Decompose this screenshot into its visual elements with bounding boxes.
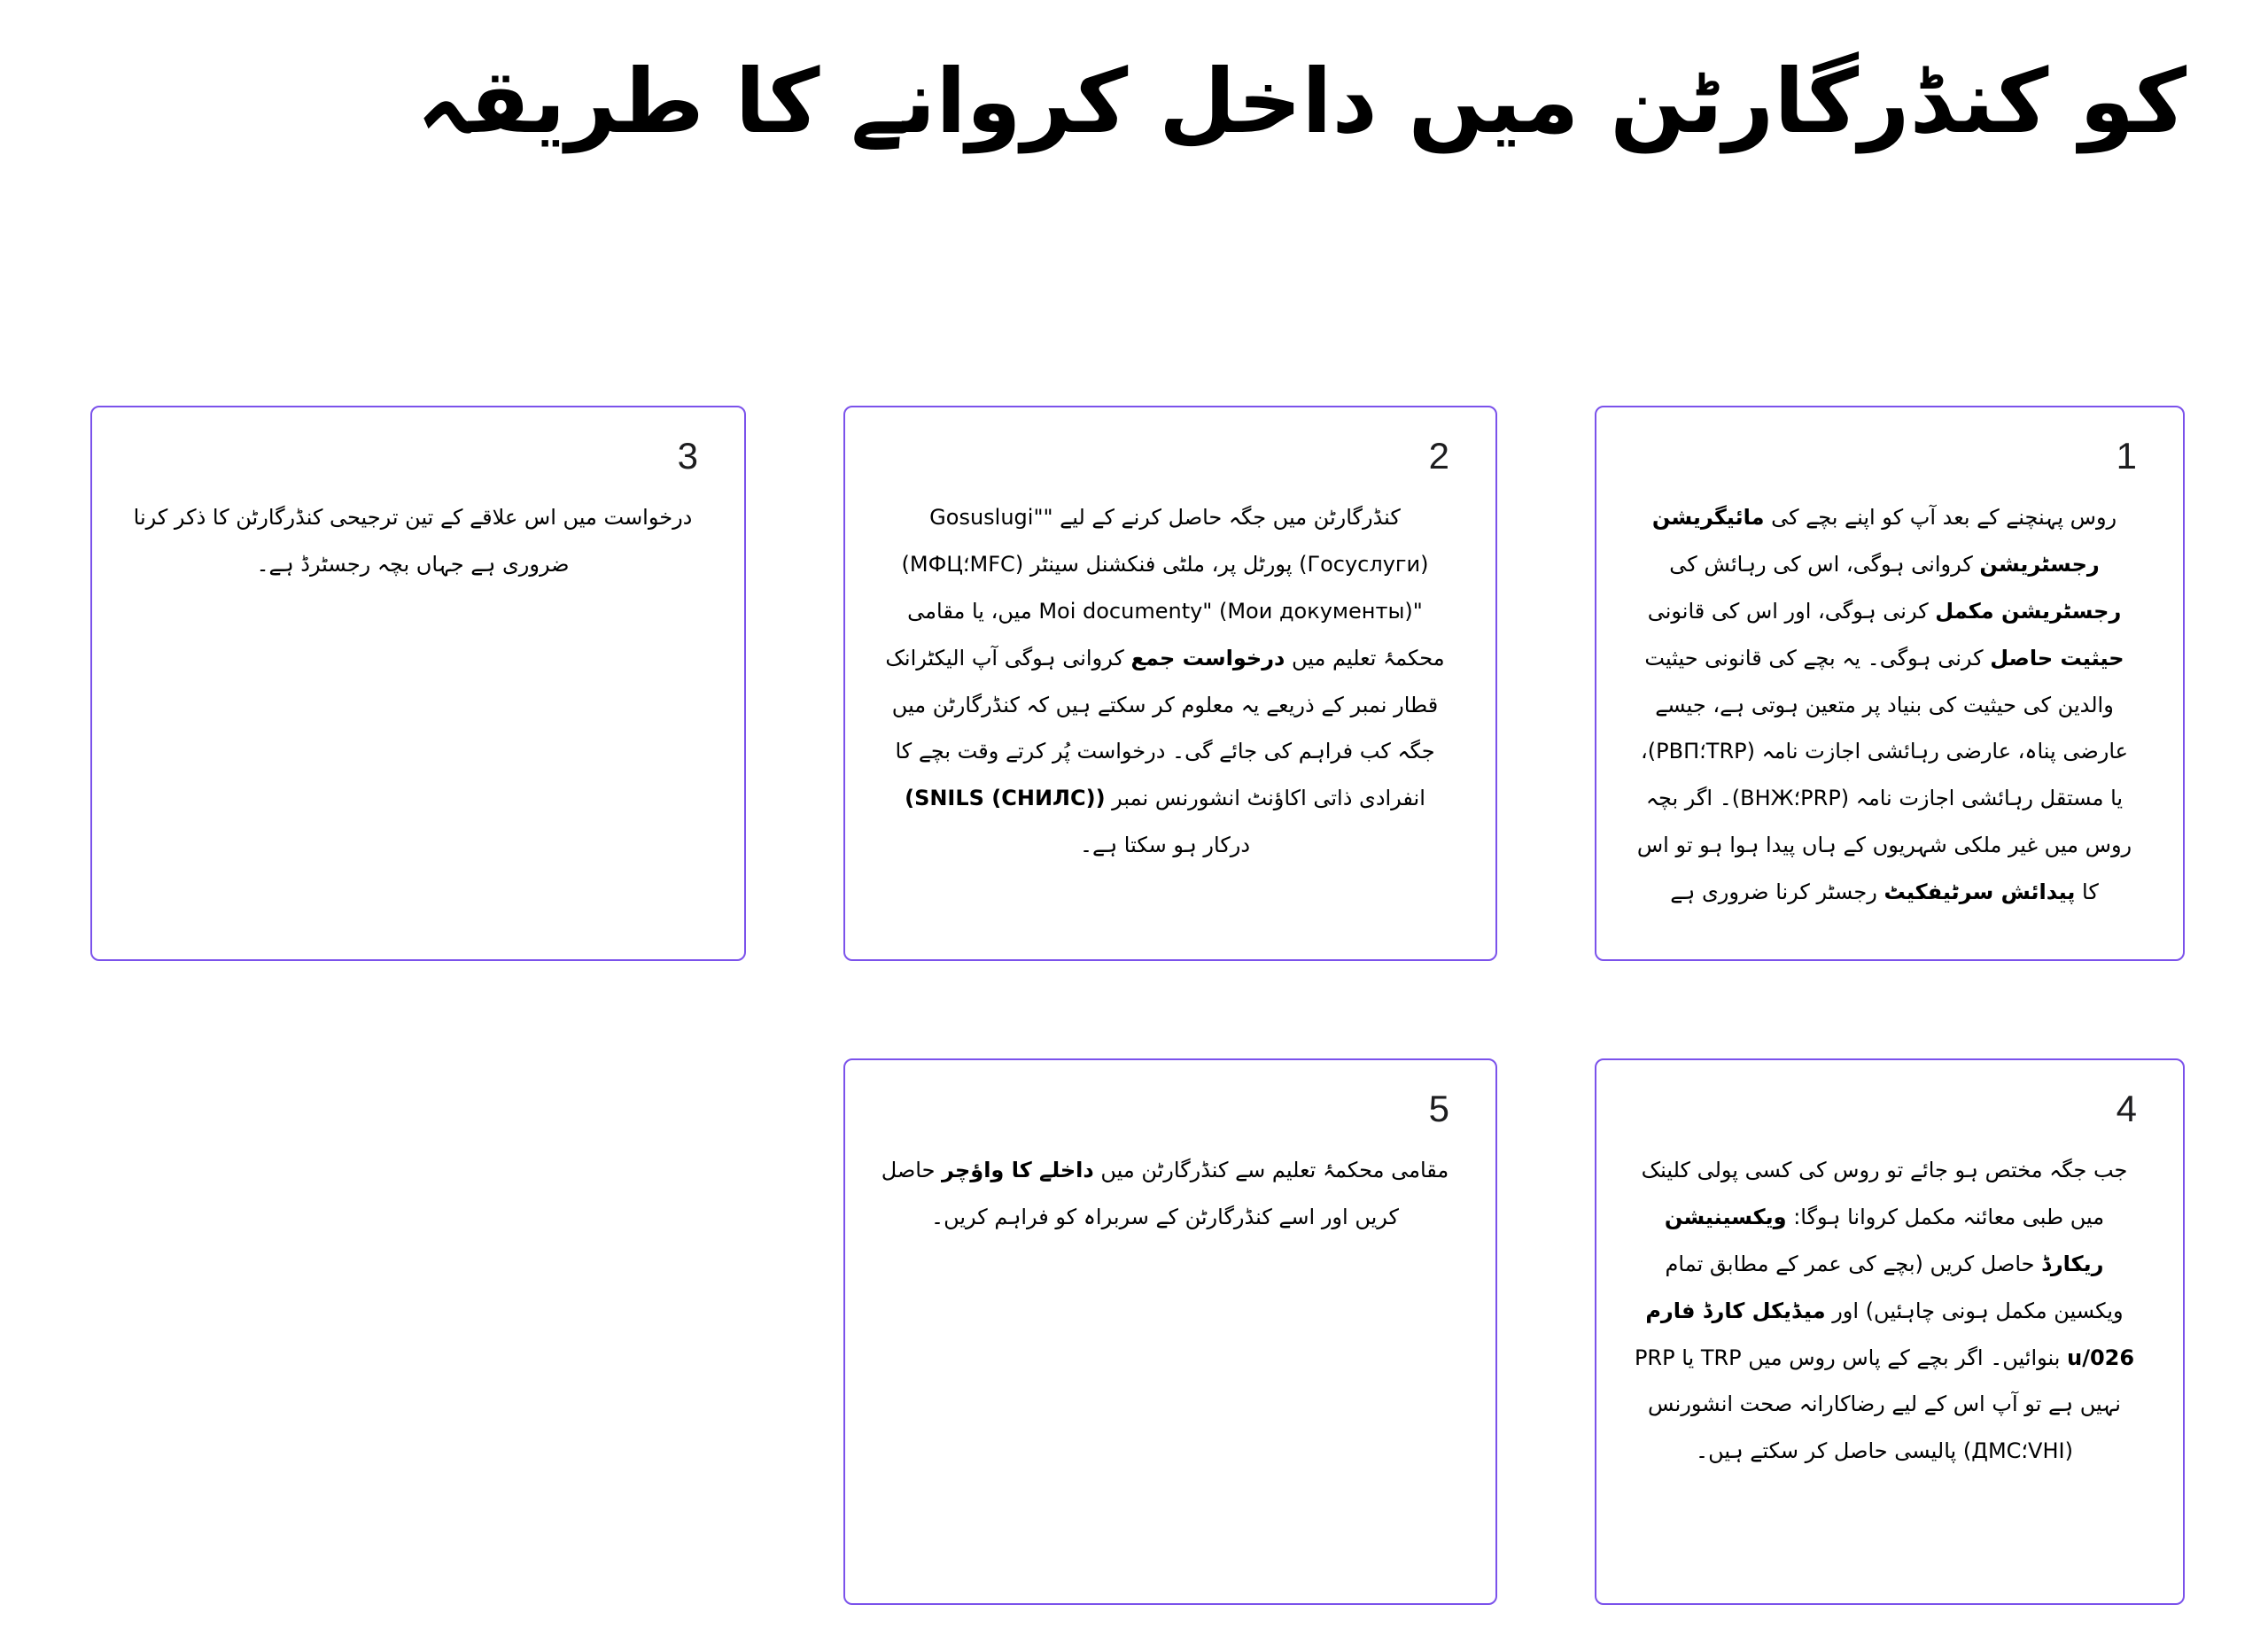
text-segment: درخواست جمع bbox=[1130, 645, 1285, 670]
text-segment: مائیگریشن رجسٹریشن bbox=[1651, 505, 2100, 577]
step-number: 4 bbox=[2116, 1088, 2137, 1129]
step-text bbox=[881, 1147, 1449, 1241]
text-segment: داخلے کا واؤچر bbox=[942, 1158, 1094, 1183]
text-segment: میڈیکل کارڈ فارم 026/u bbox=[1645, 1298, 2135, 1370]
step-card-4 bbox=[1595, 1058, 2185, 1605]
text-segment: حیثیت حاصل bbox=[1990, 645, 2124, 670]
step-text bbox=[128, 494, 698, 588]
step-card-5 bbox=[843, 1058, 1497, 1605]
text-segment: کنڈرگارٹن میں جگہ حاصل کرنے کے لیے ""Gosuslugi (Госуслуги) پورٹل پر، ملٹی فنکشنل سینٹر (MFC؛МФЦ) "Moi documenty" (Мои документы) میں، یا مقامی محکمۂ تعلیم میں bbox=[901, 505, 1445, 670]
text-segment: بنوائیں۔ اگر بچے کے پاس روس میں TRP یا PRP نہیں ہے تو آپ اس کے لیے رضاکارانہ صحت انشورنس (VHI؛ДМС) پالیسی حاصل کر سکتے ہیں۔ bbox=[1634, 1345, 2121, 1464]
step-text bbox=[1632, 494, 2137, 915]
text-segment: درخواست میں اس علاقے کے تین ترجیحی کنڈرگارٹن کا ذکر کرنا ضروری ہے جہاں بچہ رجسٹرڈ ہے۔ bbox=[133, 505, 693, 577]
page-title: کو کنڈرگارٹن میں داخل کروانے کا طریقہ bbox=[416, 50, 2186, 153]
step-number: 5 bbox=[1428, 1088, 1449, 1129]
text-segment: رجسٹر کرنا ضروری ہے bbox=[1670, 879, 1884, 904]
step-card-3 bbox=[90, 406, 746, 961]
text-segment: کرنی ہوگی۔ یہ بچے کی قانونی حیثیت والدین کی حیثیت کی بنیاد پر متعین ہوتی ہے، جیسے عارضی پناہ، عارضی رہائشی اجازت نامہ (TRP؛РВП)، یا مستقل رہائشی اجازت نامہ (PRP؛ВНЖ)۔ اگر بچہ روس میں غیر ملکی شہریوں کے ہاں پیدا ہوا ہو تو اس کا bbox=[1636, 645, 2132, 904]
text-segment: روس پہنچنے کے بعد آپ کو اپنے بچے کی bbox=[1764, 505, 2117, 531]
step-text bbox=[881, 494, 1449, 868]
step-card-1 bbox=[1595, 406, 2185, 961]
text-segment: کرنی ہوگی، اور اس کی قانونی bbox=[1647, 598, 1936, 624]
steps-grid bbox=[0, 406, 2268, 1605]
page-header bbox=[0, 0, 2268, 406]
step-card-2 bbox=[843, 406, 1497, 961]
text-segment: رجسٹریشن مکمل bbox=[1935, 598, 2122, 624]
text-segment: پیدائش سرٹیفکیٹ bbox=[1884, 879, 2076, 904]
text-segment: جب جگہ مختص ہو جائے تو روس کی کسی پولی کلینک میں طبی معائنہ مکمل کروانا ہوگا: bbox=[1641, 1158, 2128, 1230]
text-segment: مقامی محکمۂ تعلیم سے کنڈرگارٹن میں bbox=[1093, 1158, 1449, 1183]
step-number: 1 bbox=[2116, 435, 2137, 477]
text-segment: حاصل کریں اور اسے کنڈرگارٹن کے سربراہ کو فراہم کریں۔ bbox=[881, 1158, 1399, 1230]
step-number: 2 bbox=[1428, 435, 1449, 477]
step-text bbox=[1632, 1147, 2137, 1475]
text-segment: کروانی ہوگی، اس کی رہائش کی bbox=[1669, 552, 1980, 577]
text-segment: ویکسینیشن ریکارڈ bbox=[1664, 1205, 2104, 1276]
text-segment: حاصل کریں (بچے کی عمر کے مطابق تمام ویکسین مکمل ہونی چاہئیں) اور bbox=[1665, 1251, 2124, 1323]
step-number: 3 bbox=[677, 435, 698, 477]
text-segment: کروانی ہوگی آپ الیکٹرانک قطار نمبر کے ذریعے یہ معلوم کر سکتے ہیں کہ کنڈرگارٹن میں جگہ کب فراہم کی جائے گی۔ درخواست پُر کرتے وقت بچے کا انفرادی ذاتی اکاؤنٹ انشورنس نمبر bbox=[885, 645, 1439, 811]
text-segment: (SNILS (СНИЛС)) bbox=[905, 786, 1106, 811]
text-segment: درکار ہو سکتا ہے۔ bbox=[1079, 832, 1251, 857]
